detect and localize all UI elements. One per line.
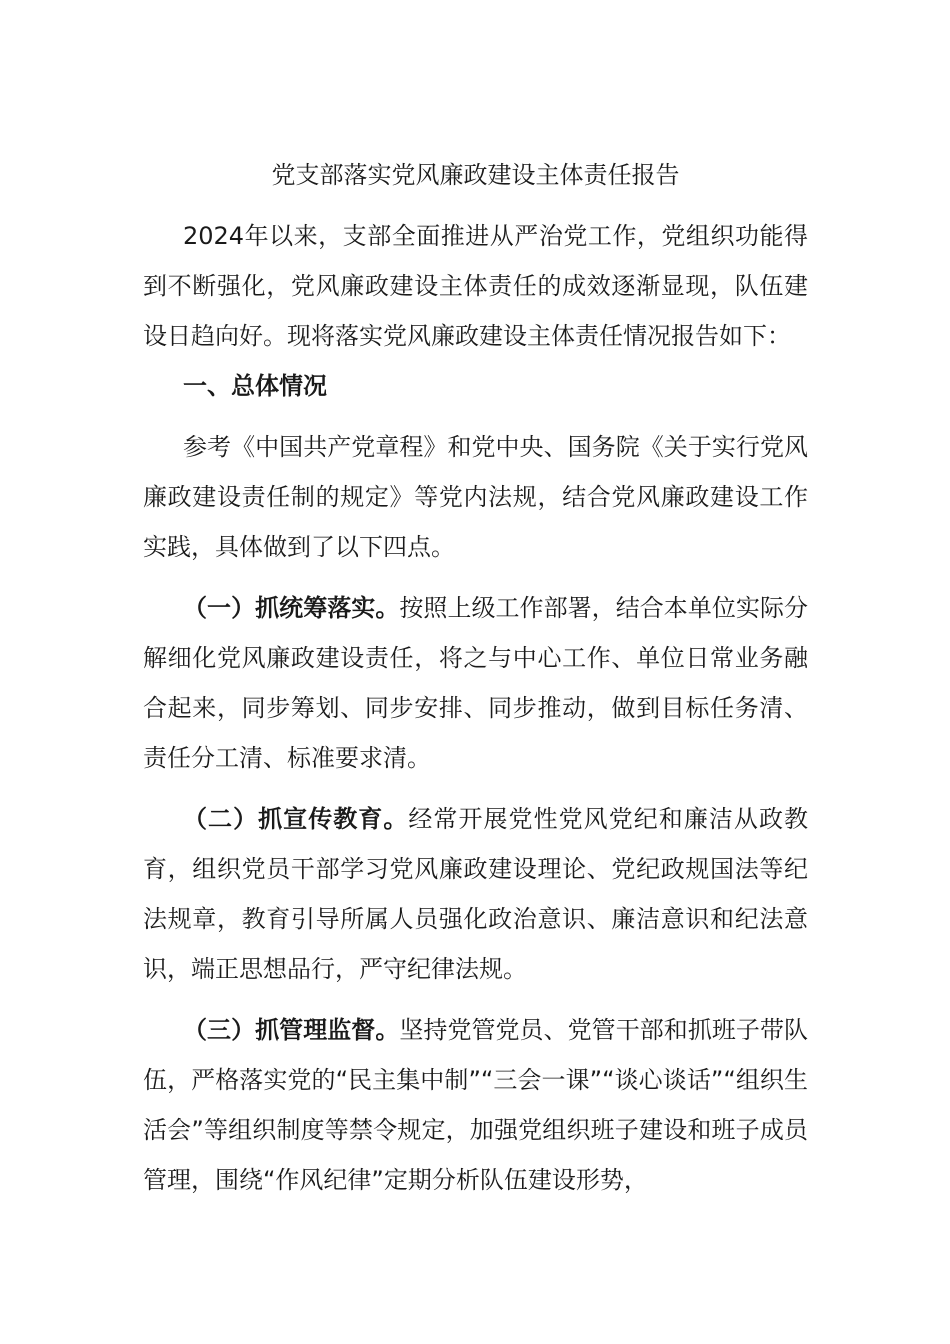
- item-lead-3: （三）抓管理监督。: [183, 1016, 400, 1044]
- item-paragraph-2: [143, 794, 808, 994]
- item-lead-2: （二）抓宣传教育。: [183, 805, 409, 833]
- item-lead-1: （一）抓统筹落实。: [183, 594, 400, 622]
- document-title: 党支部落实党风廉政建设主体责任报告: [271, 161, 680, 189]
- item-paragraph-3: [143, 1005, 808, 1205]
- item-text-3: 坚持党管党员、党管干部和抓班子带队伍，严格落实党的“民主集中制”“三会一课”“谈心谈话”“组织生活会”等组织制度等禁令规定，加强党组织班子建设和班子成员管理，围绕“作风纪律”定期分析队伍建设形势，: [143, 1016, 808, 1194]
- overview-paragraph: 参考《中国共产党章程》和党中央、国务院《关于实行党风廉政建设责任制的规定》等党内法规，结合党风廉政建设工作实践，具体做到了以下四点。: [143, 433, 808, 561]
- intro-paragraph: 2024年以来，支部全面推进从严治党工作，党组织功能得到不断强化，党风廉政建设主体责任的成效逐渐显现，队伍建设日趋向好。现将落实党风廉政建设主体责任情况报告如下：: [143, 222, 808, 350]
- document-page: [143, 150, 808, 1205]
- item-paragraph-1: [143, 583, 808, 783]
- item-text-1: 按照上级工作部署，结合本单位实际分解细化党风廉政建设责任，将之与中心工作、单位日常业务融合起来，同步筹划、同步安排、同步推动，做到目标任务清、责任分工清、标准要求清。: [143, 594, 808, 772]
- section-heading-overview: 一、总体情况: [183, 372, 327, 400]
- item-text-2: 经常开展党性党风党纪和廉洁从政教育，组织党员干部学习党风廉政建设理论、党纪政规国法等纪法规章，教育引导所属人员强化政治意识、廉洁意识和纪法意识，端正思想品行，严守纪律法规。: [143, 805, 808, 983]
